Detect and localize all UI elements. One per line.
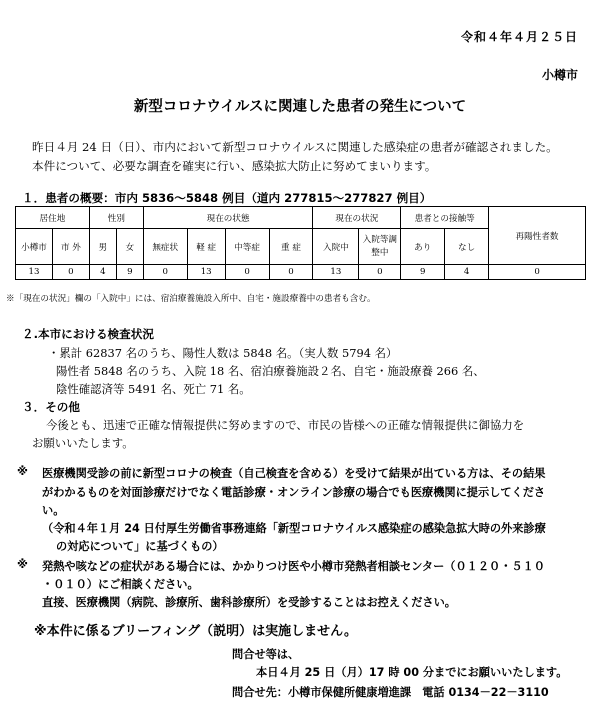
notice1-line-1: 医療機関受診の前に新型コロナの検査（自己検査を含める）を受けて結果が出ている方は、その結果 bbox=[42, 467, 546, 480]
notice1-line-5: の対応について」に基づくもの） bbox=[56, 540, 224, 553]
notice1-line-4: （令和４年１月 24 日付厚生労働省事務連絡「新型コロナウイルス感染症の感染急拡大時の外来診療 bbox=[42, 522, 546, 535]
table-row bbox=[16, 265, 586, 280]
notice1-line-3: い。 bbox=[42, 504, 65, 517]
header-current-situation: 現在の状況 bbox=[313, 207, 401, 229]
header-residence: 居住地 bbox=[16, 207, 90, 229]
value-contact-yes: 9 bbox=[401, 265, 445, 280]
header-current-condition: 現在の状態 bbox=[143, 207, 313, 229]
notice2-mark: ※ bbox=[17, 558, 28, 571]
section2-line-2: 陽性者 5848 名のうち、入院 18 名、宿泊療養施設２名、自宅・施設療養 266 名、 bbox=[56, 364, 485, 378]
section2-heading: ２.本市における検査状況 bbox=[22, 327, 154, 341]
value-hospitalized: 13 bbox=[313, 265, 359, 280]
sub-header-hospitalized: 入院中 bbox=[313, 229, 359, 265]
value-adjusting: 0 bbox=[359, 265, 401, 280]
value-mild: 13 bbox=[187, 265, 225, 280]
sub-header-moderate: 中等症 bbox=[225, 229, 269, 265]
contact-line-3: 問合せ先：小樽市保健所健康増進課 電話 0134－22－3110 bbox=[232, 686, 549, 699]
sub-header-male: 男 bbox=[89, 229, 116, 265]
header-repositive: 再陽性者数 bbox=[489, 207, 586, 265]
sub-header-contact-yes: あり bbox=[401, 229, 445, 265]
notice2-line-1: 発熱や咳などの症状がある場合には、かかりつけ医や小樽市発熱者相談センター（０１２０・５１０ bbox=[42, 560, 545, 573]
briefing-notice: ※本件に係るブリーフィング（説明）は実施しません。 bbox=[34, 624, 357, 639]
section1-heading: １．患者の概要：市内 5836～5848 例目（道内 277815～277827 例目） bbox=[22, 191, 432, 205]
value-female: 9 bbox=[116, 265, 143, 280]
patient-overview-table bbox=[15, 206, 586, 280]
table-group-header-row bbox=[16, 207, 586, 229]
value-severe: 0 bbox=[269, 265, 313, 280]
section3-heading: ３．その他 bbox=[22, 400, 80, 414]
value-repositive: 0 bbox=[489, 265, 586, 280]
header-contact: 患者との接触等 bbox=[401, 207, 489, 229]
contact-line-2: 本日４月 25 日（月）17 時 00 分までにお願いいたします。 bbox=[256, 666, 568, 679]
sub-header-otaru: 小樽市 bbox=[16, 229, 53, 265]
contact-line-1: 問合せ等は、 bbox=[232, 648, 300, 661]
section3-line-1: 今後とも、迅速で正確な情報提供に努めますので、市民の皆様への正確な情報提供に御協力を bbox=[46, 418, 525, 432]
intro-line-2: 本件について、必要な調査を確実に行い、感染拡大防止に努めてまいります。 bbox=[32, 159, 437, 173]
value-contact-no: 4 bbox=[445, 265, 489, 280]
value-male: 4 bbox=[89, 265, 116, 280]
header-sex: 性別 bbox=[89, 207, 143, 229]
intro-line-1: 昨日４月 24 日（日）、市内において新型コロナウイルスに関連した感染症の患者が確認されました。 bbox=[32, 140, 558, 154]
table-footnote: ※「現在の状況」欄の「入院中」には、宿泊療養施設入所中、自宅・施設療養中の患者も含む。 bbox=[6, 294, 376, 304]
value-outside: 0 bbox=[52, 265, 89, 280]
section2-line-1: ・累計 62837 名のうち、陽性人数は 5848 名。（実人数 5794 名） bbox=[48, 346, 398, 360]
notice1-line-2: がわかるものを対面診療だけでなく電話診療・オンライン診療の場合でも医療機関に提示してくださ bbox=[42, 486, 546, 499]
issuer-city: 小樽市 bbox=[541, 68, 578, 82]
value-moderate: 0 bbox=[225, 265, 269, 280]
sub-header-outside: 市 外 bbox=[52, 229, 89, 265]
section3-line-2: お願いいたします。 bbox=[32, 436, 134, 450]
document-date: 令和４年４月２５日 bbox=[460, 30, 578, 44]
sub-header-female: 女 bbox=[116, 229, 143, 265]
sub-header-adjusting: 入院等調整中 bbox=[359, 229, 401, 265]
value-asymptomatic: 0 bbox=[143, 265, 187, 280]
notice2-line-2: ・０１０）にご相談ください。 bbox=[42, 578, 199, 591]
notice1-mark: ※ bbox=[17, 465, 28, 478]
document-title: 新型コロナウイルスに関連した患者の発生について bbox=[133, 99, 467, 115]
section2-line-3: 陰性確認済等 5491 名、死亡 71 名。 bbox=[56, 382, 251, 396]
sub-header-severe: 重 症 bbox=[269, 229, 313, 265]
notice2-line-3: 直接、医療機関（病院、診療所、歯科診療所）を受診することはお控えください。 bbox=[42, 596, 456, 609]
sub-header-mild: 軽 症 bbox=[187, 229, 225, 265]
value-otaru: 13 bbox=[16, 265, 53, 280]
sub-header-asymptomatic: 無症状 bbox=[143, 229, 187, 265]
sub-header-contact-no: なし bbox=[445, 229, 489, 265]
